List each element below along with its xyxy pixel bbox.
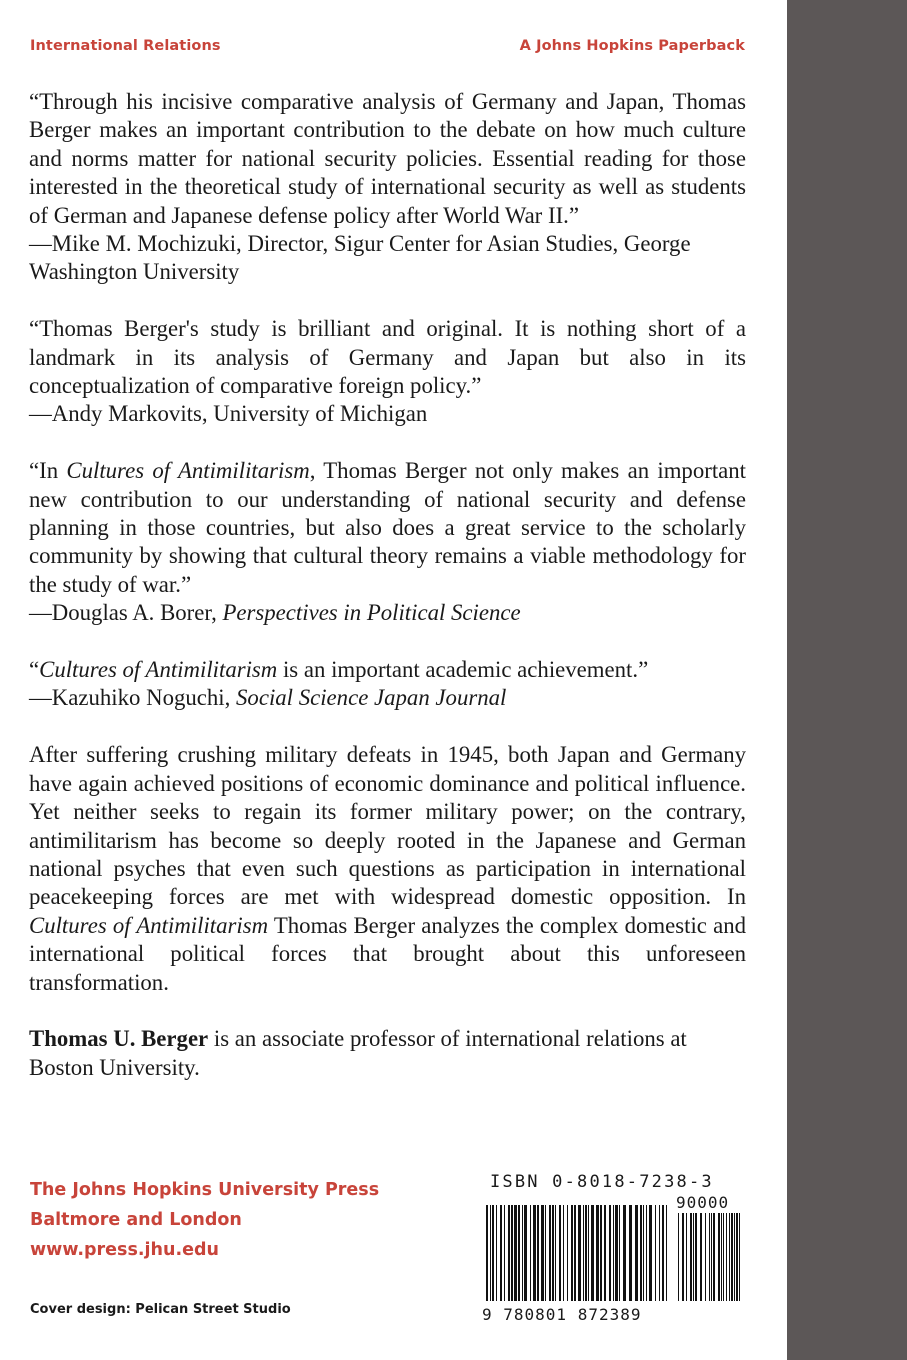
author-bio: Thomas U. Berger is an associate professor of international relations at Boston University. — [29, 1026, 687, 1080]
blurb-attribution-1: —Mike M. Mochizuki, Director, Sigur Center for Asian Studies, George Washington University — [29, 231, 691, 285]
source-title: Perspectives in Political Science — [222, 600, 521, 626]
series-label: A Johns Hopkins Paperback — [519, 38, 745, 54]
book-title: Cultures of Antimilitarism — [29, 912, 269, 938]
blurb-quote-3: “In Cultures of Antimilitarism, Thomas Berger not only makes an important new contribution to our understanding of national security and defense planning in those countries, but also does a great service to the scholarly community by showing that cultural theory remains a viable methodology for the study of war.” — [29, 458, 747, 597]
book-description: After suffering crushing military defeats in 1945, both Japan and Germany have again achieved positions of economic dominance and political influence. Yet neither seeks to regain its former military power; on the contrary, antimilitarism has become so deeply rooted in the Japanese and German national psyches that even such questions as participation in international peacekeeping forces are met with widespread domestic opposition. In Cultures of Antimilitarism Thomas Berger analyzes the complex domestic and international political forces that brought about this unforeseen transformation. — [29, 742, 746, 995]
blurb-quote-1: “Through his incisive comparative analysis of Germany and Japan, Thomas Berger makes an important contribution to the debate on how much culture and norms matter for national security policies. Essential reading for those interested in the theoretical study of international security as well as students of German and Japanese defense policy after World War II.” — [29, 89, 746, 228]
blurb-attribution-3: —Douglas A. Borer, Perspectives in Political Science — [29, 600, 521, 626]
publisher-location: Baltmore and London — [30, 1210, 242, 1230]
publisher-url: www.press.jhu.edu — [30, 1240, 219, 1260]
book-spine — [787, 0, 907, 1360]
cover-design-credit: Cover design: Pelican Street Studio — [30, 1302, 291, 1317]
blurb-quote-2: “Thomas Berger's study is brilliant and original. It is nothing short of a landmark in its analysis of Germany and Japan but also in its conceptualization of comparative foreign policy.” — [29, 316, 746, 399]
blurb-quote-4: “Cultures of Antimilitarism is an important academic achievement.” — [29, 657, 649, 683]
blurb-attribution-4: —Kazuhiko Noguchi, Social Science Japan Journal — [29, 685, 507, 711]
book-title: Cultures of Antimilitarism — [66, 458, 310, 484]
barcode-icon — [482, 1205, 747, 1305]
back-cover-text — [29, 88, 746, 1082]
blurb-attribution-2: —Andy Markovits, University of Michigan — [29, 401, 428, 427]
book-title: Cultures of Antimilitarism — [39, 657, 278, 683]
author-name: Thomas U. Berger — [29, 1026, 209, 1052]
category-label: International Relations — [30, 38, 221, 54]
publisher-name: The Johns Hopkins University Press — [30, 1180, 380, 1200]
source-title: Social Science Japan Journal — [236, 685, 507, 711]
publisher-block — [30, 1175, 379, 1265]
ean-number: 9 780801 872389 — [482, 1305, 642, 1324]
price-addon-number: 90000 — [676, 1193, 730, 1212]
isbn-text: ISBN 0-8018-7238-3 — [490, 1172, 714, 1192]
